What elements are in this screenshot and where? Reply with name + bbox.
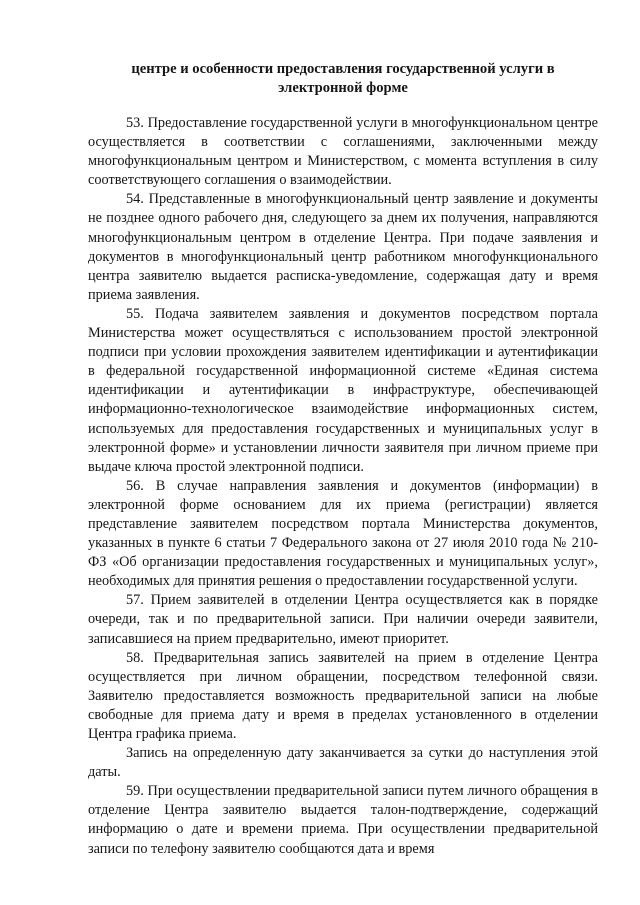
paragraph-54: 54. Представленные в многофункциональный центр заявление и документы не позднее одного рабочего дня, следующего за днем их получения, направляются многофункциональным центром в отделение Центра. При подаче заявления и документов в многофункциональный центр работником многофункционального центра заявителю выдается расписка-уведомление, содержащая дату и время приема заявления. bbox=[88, 191, 598, 303]
heading-line-2: электронной форме bbox=[278, 80, 408, 96]
paragraph-56: 56. В случае направления заявления и документов (информации) в электронной форме основанием для их приема (регистрации) является представление заявителем посредством портала Министерства документов, указанных в пункте 6 статьи 7 Федерального закона от 27 июля 2010 года № 210-ФЗ «Об организации предоставления государственных и муниципальных услуг», необходимых для принятия решения о предоставлении государственной услуги. bbox=[88, 477, 598, 590]
document-page bbox=[88, 60, 598, 859]
paragraph-58: 58. Предварительная запись заявителей на прием в отделение Центра осуществляется при личном обращении, посредством телефонной связи. Заявителю предоставляется возможность предварительной записи на любые свободные для приема дату и время в пределах установленного в отделении Центра графика приема. bbox=[88, 649, 598, 742]
section-heading bbox=[88, 60, 598, 98]
paragraph-58-note: Запись на определенную дату заканчивается за сутки до наступления этой даты. bbox=[88, 745, 598, 781]
heading-line-1: центре и особенности предоставления государственной услуги в bbox=[131, 61, 555, 77]
paragraph-53: 53. Предоставление государственной услуги в многофункциональном центре осуществляется в соответствии с соглашениями, заключенными между многофункциональным центром и Министерством, с момента вступления в силу соответствующего соглашения о взаимодействии. bbox=[88, 115, 598, 189]
paragraph-59: 59. При осуществлении предварительной записи путем личного обращения в отделение Центра заявителю выдается талон-подтверждение, содержащий информацию о дате и времени приема. При осуществлении предварительной записи по телефону заявителю сообщаются дата и время bbox=[88, 783, 598, 857]
paragraph-55: 55. Подача заявителем заявления и документов посредством портала Министерства может осуществляться с использованием простой электронной подписи при условии прохождения заявителем идентификации и аутентификации в федеральной государственной информационной системе «Единая система идентификации и аутентификации в инфраструктуре, обеспечивающей информационно-технологическое взаимодействие информационных систем, используемых для предоставления государственных и муниципальных услуг в электронной форме» и установлении личности заявителя при личном приеме при выдаче ключа простой электронной подписи. bbox=[88, 305, 598, 475]
paragraph-57: 57. Прием заявителей в отделении Центра осуществляется как в порядке очереди, так и по предварительной записи. При наличии очереди заявители, записавшиеся на прием предварительно, имеют приоритет. bbox=[88, 592, 598, 647]
